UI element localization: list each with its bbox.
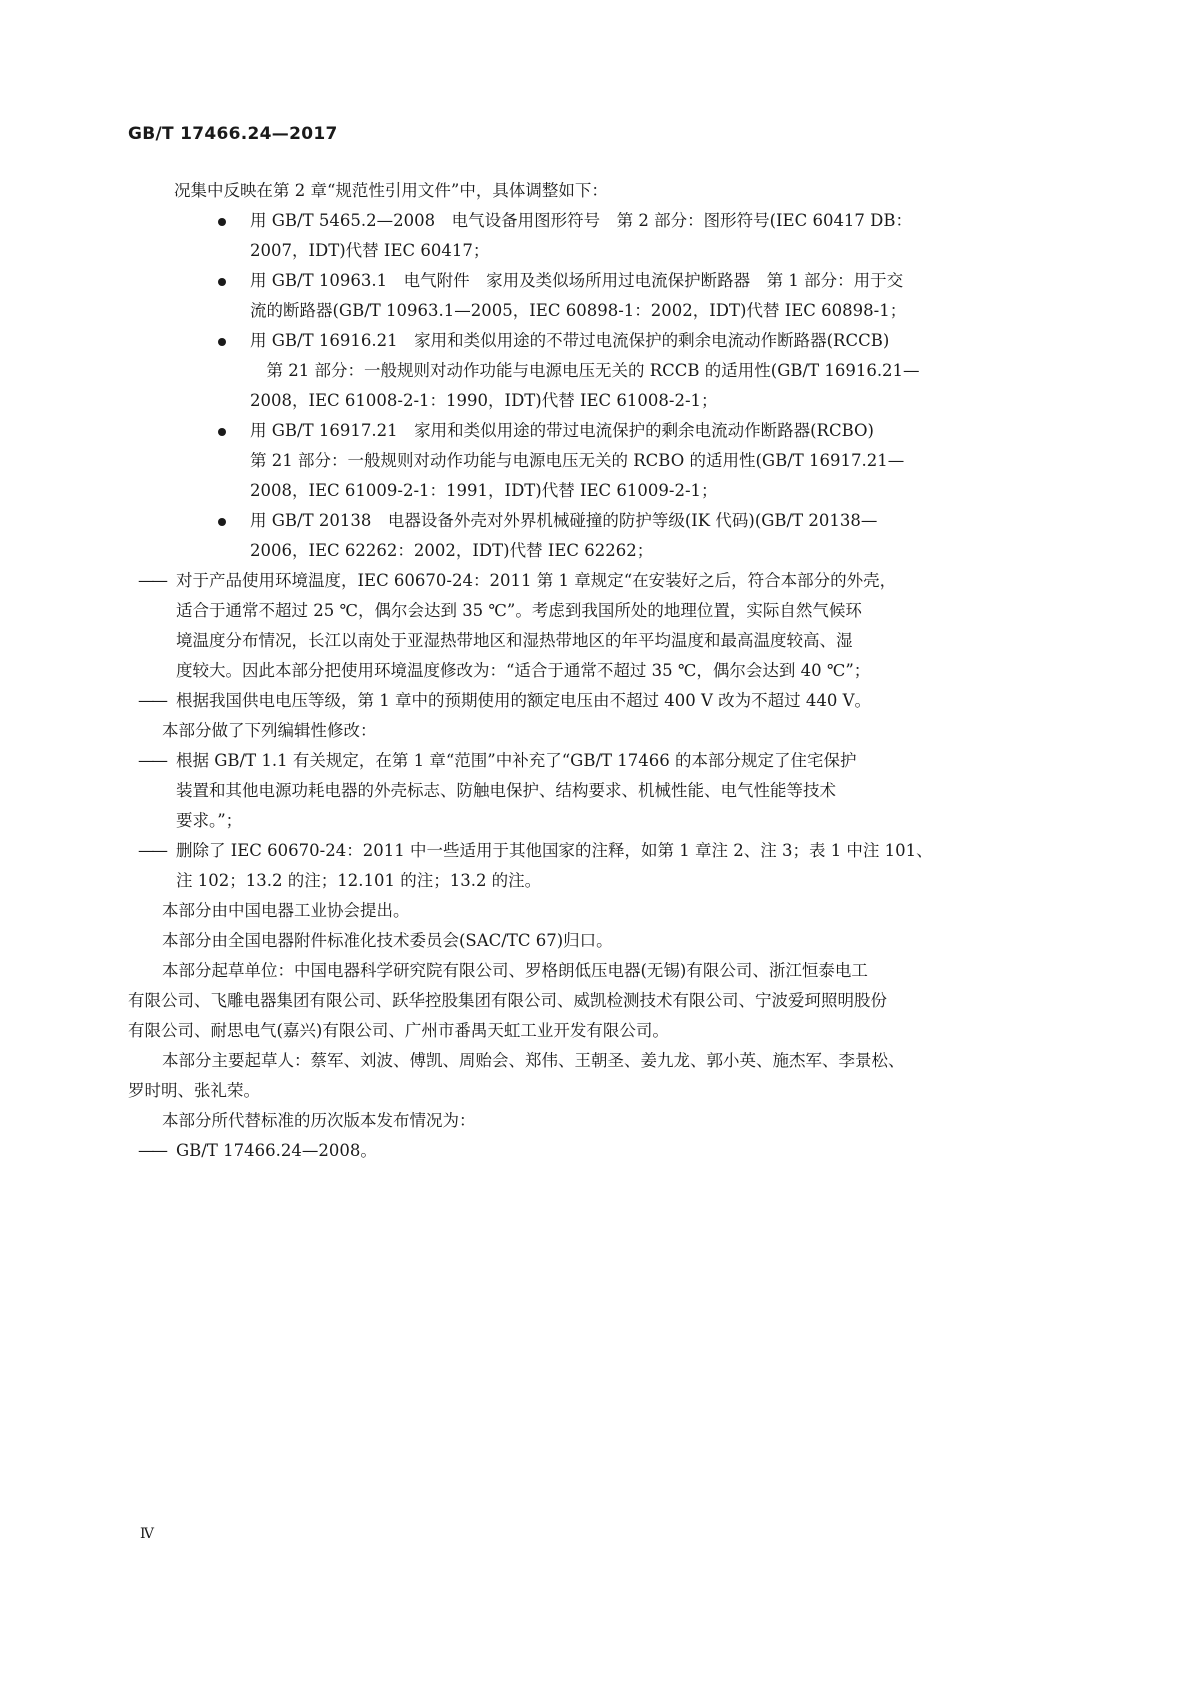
intro-paragraph: 况集中反映在第 2 章“规范性引用文件”中，具体调整如下： (174, 181, 608, 200)
reference-replacement-list (174, 206, 1054, 566)
editorial-intro: 本部分做了下列编辑性修改： (162, 721, 377, 740)
bullet-icon (218, 518, 226, 526)
page-body (128, 176, 1054, 1166)
list-item: 用 GB/T 16916.21 家用和类似用途的不带过电流保护的剩余电流动作断路器(RCCB) 第 21 部分：一般规则对动作功能与电源电压无关的 RCCB 的适用性(GB/T 16916.21— 2008，IEC 61008-2-1：1990，IDT)代替 IEC 61008-2-1； (174, 326, 1054, 416)
proposed-by-paragraph: 本部分由中国电器工业协会提出。 (162, 901, 410, 920)
list-item: 用 GB/T 5465.2—2008 电气设备用图形符号 第 2 部分：图形符号(IEC 60417 DB： 2007，IDT)代替 IEC 60417； (174, 206, 1054, 266)
dash-marker: —— (138, 751, 165, 770)
dash-list-item: —— GB/T 17466.24—2008。 (138, 1136, 1054, 1166)
centralized-by-paragraph: 本部分由全国电器附件标准化技术委员会(SAC/TC 67)归口。 (162, 931, 613, 950)
bullet-icon (218, 338, 226, 346)
dash-marker: —— (138, 1141, 165, 1160)
dash-marker: —— (138, 571, 165, 590)
drafters-paragraph: 本部分主要起草人：蔡军、刘波、傅凯、周贻会、郑伟、王朝圣、姜九龙、郭小英、施杰军、李景松、 罗时明、张礼荣。 (128, 1051, 905, 1100)
drafting-units-paragraph: 本部分起草单位：中国电器科学研究院有限公司、罗格朗低压电器(无锡)有限公司、浙江恒泰电工 有限公司、飞雕电器集团有限公司、跃华控股集团有限公司、威凯检测技术有限公司、宁波爱珂照明股份 有限公司、耐思电气(嘉兴)有限公司、广州市番禺天虹工业开发有限公司。 (128, 961, 887, 1040)
list-item: 用 GB/T 16917.21 家用和类似用途的带过电流保护的剩余电流动作断路器(RCBO) 第 21 部分：一般规则对动作功能与电源电压无关的 RCBO 的适用性(GB/T 16917.21— 2008，IEC 61009-2-1：1991，IDT)代替 IEC 61009-2-1； (174, 416, 1054, 506)
dash-list-item: —— 删除了 IEC 60670-24：2011 中一些适用于其他国家的注释，如第 1 章注 2、注 3；表 1 中注 101、 注 102；13.2 的注；12.101 的注；13.2 的注。 (138, 836, 1054, 896)
dash-list-item: —— 根据 GB/T 1.1 有关规定，在第 1 章“范围”中补充了“GB/T 17466 的本部分规定了住宅保护 装置和其他电源功耗电器的外壳标志、防触电保护、结构要求、机械性能、电气性能等技术 要求。”； (138, 746, 1054, 836)
page-number: Ⅳ (140, 1526, 154, 1542)
dash-list-item: —— 对于产品使用环境温度，IEC 60670-24：2011 第 1 章规定“在安装好之后，符合本部分的外壳， 适合于通常不超过 25 ℃，偶尔会达到 35 ℃”。考虑到我国所处的地理位置，实际自然气候环 境温度分布情况，长江以南处于亚湿热带地区和湿热带地区的年平均温度和最高温度较高、湿 度较大。因此本部分把使用环境温度修改为：“适合于通常不超过 35 ℃，偶尔会达到 40 ℃”； (138, 566, 1054, 686)
bullet-icon (218, 218, 226, 226)
bullet-icon (218, 278, 226, 286)
dash-marker: —— (138, 841, 165, 860)
history-intro: 本部分所代替标准的历次版本发布情况为： (162, 1111, 476, 1130)
document-code-header: GB/T 17466.24—2017 (128, 124, 338, 144)
list-item: 用 GB/T 10963.1 电气附件 家用及类似场所用过电流保护断路器 第 1 部分：用于交 流的断路器(GB/T 10963.1—2005，IEC 60898-1：2002，IDT)代替 IEC 60898-1； (174, 266, 1054, 326)
dash-list-item: —— 根据我国供电电压等级，第 1 章中的预期使用的额定电压由不超过 400 V 改为不超过 440 V。 (138, 686, 1054, 716)
list-item: 用 GB/T 20138 电器设备外壳对外界机械碰撞的防护等级(IK 代码)(GB/T 20138— 2006，IEC 62262：2002，IDT)代替 IEC 62262； (174, 506, 1054, 566)
dash-marker: —— (138, 691, 165, 710)
bullet-icon (218, 428, 226, 436)
